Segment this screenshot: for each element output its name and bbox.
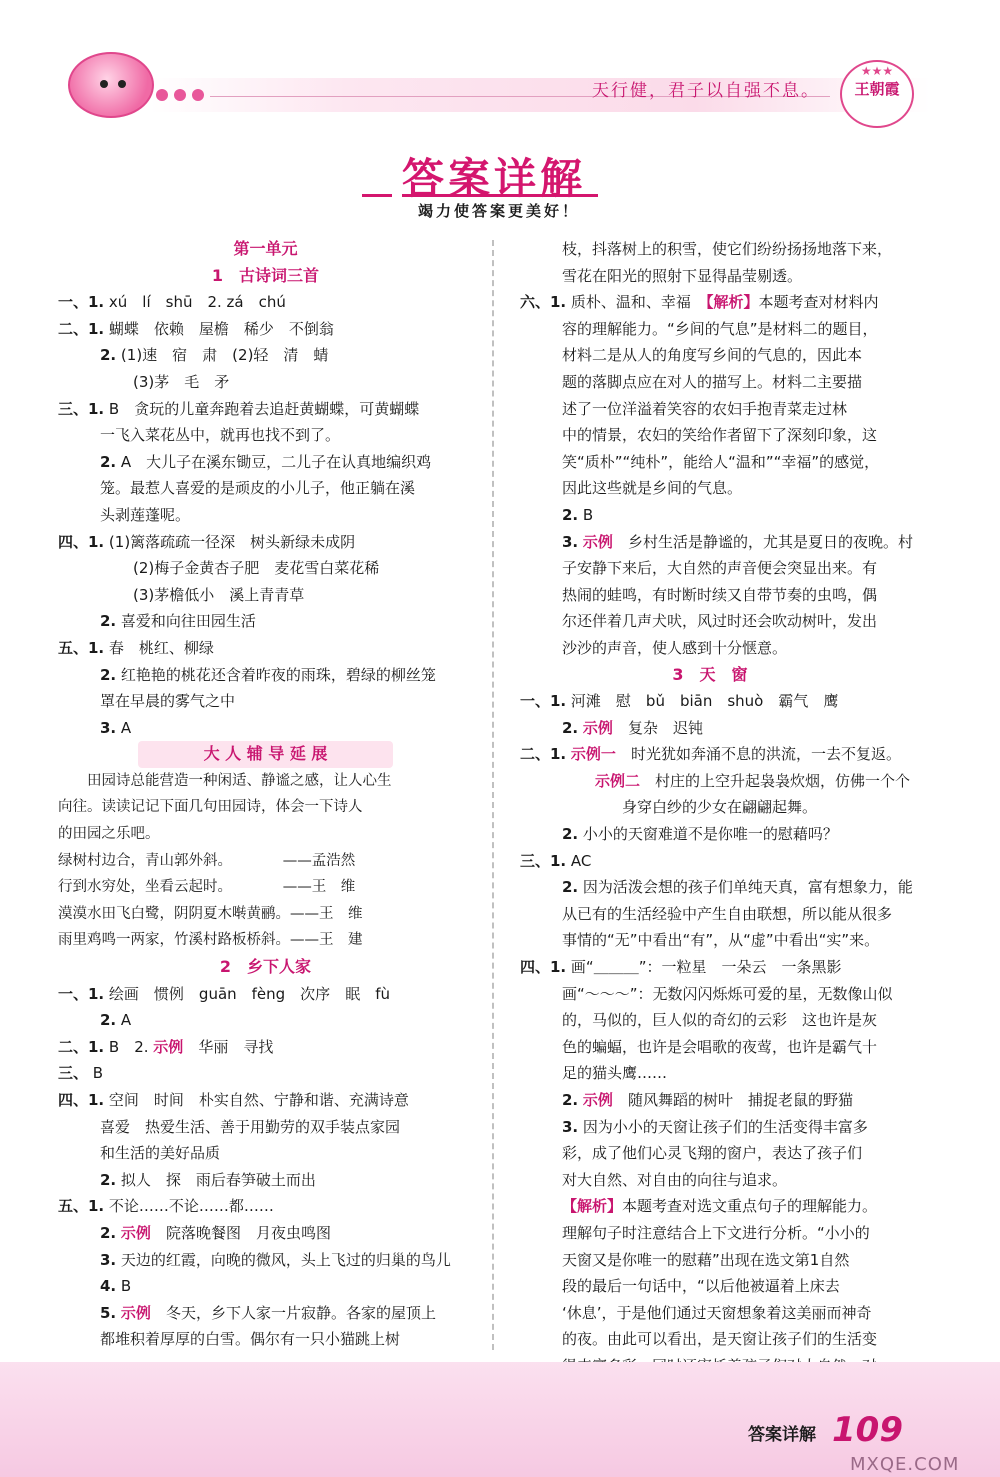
answer-line <box>520 688 900 715</box>
section-heading: 2 乡下人家 <box>219 957 312 977</box>
answer-text: 河滩 慰 bǔ biān shuò 霸气 鹰 <box>570 692 839 711</box>
answer-line <box>58 688 473 715</box>
extension-text: 绿树村边合，青山郭外斜。 ——孟浩然 <box>58 852 356 869</box>
answer-line <box>520 236 900 263</box>
answer-line <box>520 555 900 582</box>
answer-text: 都堆积着厚厚的白雪。偶尔有一只小猫跳上树 <box>100 1330 401 1349</box>
question-number: 五、1. <box>58 638 105 657</box>
right-column <box>520 236 913 1406</box>
answer-text: 子安静下来后，大自然的声音便会突显出来。有 <box>562 559 878 578</box>
answer-text: 质朴、温和、幸福 【解析】本题考查对材料内 <box>570 293 879 312</box>
question-number: 二、1. <box>58 1037 105 1056</box>
answer-text: 拟人 探 雨后春笋破土而出 <box>120 1170 316 1189</box>
title-underline-left <box>362 194 392 197</box>
answer-line <box>58 342 473 369</box>
answer-text: 中的情景，农妇的笑给作者留下了深刻印象，这 <box>562 426 878 445</box>
answer-text: 绘画 惯例 guān fèng 次序 眠 fù <box>108 984 390 1003</box>
answer-line <box>58 608 473 635</box>
answer-text: 述了一位洋溢着笑容的农妇手抱青菜走过林 <box>562 399 848 418</box>
answer-text: 段的最后一句话中，“以后他被逼着上床去 <box>562 1277 840 1296</box>
page-footer <box>0 1362 1000 1477</box>
answer-line <box>520 1034 900 1061</box>
answer-text: 示例 随风舞蹈的树叶 捕捉老鼠的野猫 <box>582 1091 853 1109</box>
question-number: 3. <box>100 1250 117 1269</box>
answer-line <box>58 1167 473 1194</box>
dots-decoration <box>156 86 210 105</box>
answer-line <box>520 608 900 635</box>
answer-text: 笑“质朴”“纯朴”，能给人“温和”“幸福”的感觉， <box>562 452 880 471</box>
answer-line <box>58 635 473 662</box>
answer-line <box>58 981 473 1008</box>
question-number: 五、1. <box>58 1197 105 1216</box>
answer-text: 容的理解能力。“乡间的气息”是材料二的题目， <box>562 319 878 338</box>
answer-text: 示例 复杂 迟钝 <box>582 718 703 737</box>
answer-line <box>520 449 900 476</box>
question-number: 六、1. <box>520 293 567 312</box>
answer-line <box>520 954 900 981</box>
answer-text: 对大自然、对自由的向往与追求。 <box>562 1170 788 1189</box>
answer-text: 空间 时间 朴实自然、宁静和谐、充满诗意 <box>108 1091 409 1109</box>
answer-line <box>520 1087 900 1114</box>
answer-text: 沙沙的声音，使人感到十分惬意。 <box>562 638 788 657</box>
answer-line <box>58 396 473 423</box>
answer-line <box>58 1300 473 1327</box>
answer-text: 示例一 时光犹如奔涌不息的洪流，一去不复返。 <box>570 745 901 764</box>
answer-text: 题的落脚点应在对人的描写上。材料二主要描 <box>562 372 863 391</box>
answer-line <box>58 1273 473 1300</box>
answer-line <box>520 369 900 396</box>
answer-text: 示例 冬天，乡下人家一片寂静。各家的屋顶上 <box>120 1303 436 1322</box>
question-number: 5. <box>100 1303 117 1322</box>
section-heading: 1 古诗词三首 <box>211 265 320 285</box>
answer-line <box>520 927 900 954</box>
question-number: 3. <box>100 718 117 737</box>
answer-text: (3)茅 毛 矛 <box>133 372 230 391</box>
answer-text: B <box>120 1277 132 1296</box>
question-number: 一、1. <box>58 293 105 312</box>
question-number: 一、1. <box>58 984 105 1003</box>
answer-text: B <box>582 505 594 524</box>
title-underline <box>402 194 598 197</box>
answer-line <box>520 1247 900 1274</box>
answer-text: 雪花在阳光的照射下显得晶莹剔透。 <box>562 266 803 285</box>
answer-line <box>520 848 900 875</box>
question-number: 四、1. <box>520 958 567 977</box>
question-number: 2. <box>100 1011 117 1030</box>
answer-line <box>520 1220 900 1247</box>
answer-text: (1)篱落疏疏一径深 树头新绿未成阴 <box>108 532 356 551</box>
answer-text: (2)梅子金黄杏子肥 麦花雪白菜花稀 <box>133 559 380 578</box>
answer-text: 小小的天窗难道不是你唯一的慰藉吗？ <box>582 825 838 844</box>
answer-text: 因为活泼会想的孩子们单纯天真，富有想象力，能 <box>582 878 913 897</box>
answer-line <box>520 289 900 316</box>
answer-line <box>520 901 900 928</box>
answer-text: 示例 乡村生活是静谧的，尤其是夏日的夜晚。村 <box>582 532 913 551</box>
question-number: 一、1. <box>520 692 567 711</box>
extension-text: 向往。读读记记下面几句田园诗，体会一下诗人 <box>58 799 363 816</box>
answer-text: 事情的“无”中看出“有”，从“虚”中看出“实”来。 <box>562 931 880 950</box>
answer-line <box>58 1193 473 1220</box>
footer-label: 答案详解 <box>748 1425 816 1445</box>
answer-line <box>58 529 473 556</box>
answer-text: ‘休息’，于是他们通过天窗想象着这美丽而神奇 <box>562 1303 872 1322</box>
answer-line <box>520 396 900 423</box>
answer-text: 蝴蝶 依赖 屋檐 稀少 不倒翁 <box>108 319 334 338</box>
answer-line <box>520 316 900 343</box>
answer-text: 罩在早晨的雾气之中 <box>100 692 236 711</box>
question-number: 2. <box>100 452 117 471</box>
answer-text: 因此这些就是乡间的气息。 <box>562 479 743 498</box>
answer-line <box>520 1300 900 1327</box>
answer-text: 笼。最惹人喜爱的是顽皮的小儿子，他正躺在溪 <box>100 479 416 498</box>
logo-text: 王朝霞 <box>854 80 900 98</box>
question-number: 四、1. <box>58 1091 105 1109</box>
answer-line <box>58 475 473 502</box>
answer-text: 热闹的蛙鸣，有时断时续又自带节奏的虫鸣，偶 <box>562 585 878 604</box>
answer-line <box>520 422 900 449</box>
answer-text: 画“～～～”：无数闪闪烁烁可爱的星，无数像山似 <box>562 984 893 1003</box>
answer-text: 天边的红霞，向晚的微风，头上飞过的归巢的鸟儿 <box>120 1250 451 1269</box>
question-number: 三、1. <box>520 851 567 870</box>
answer-text: B <box>92 1064 104 1083</box>
answer-line <box>58 1140 473 1167</box>
question-number: 2. <box>100 1170 117 1189</box>
question-number: 2. <box>562 718 579 737</box>
page-title: 答案详解 <box>402 154 587 203</box>
answer-line <box>520 475 900 502</box>
question-number: 2. <box>100 665 117 684</box>
brand-logo-icon <box>840 60 914 128</box>
answer-text: 枝，抖落树上的积雪，使它们纷纷扬扬地落下来， <box>562 240 893 258</box>
question-number: 2. <box>562 825 579 844</box>
answer-line <box>58 502 473 529</box>
answer-line <box>520 1114 900 1141</box>
answer-text: 示例 院落晚餐图 月夜虫鸣图 <box>120 1223 331 1242</box>
question-number: 2. <box>100 612 117 631</box>
column-divider <box>492 240 494 1350</box>
left-column <box>58 236 473 1353</box>
answer-text: 喜爱和向往田园生活 <box>120 612 256 631</box>
extension-text: 的田园之乐吧。 <box>58 826 160 843</box>
answer-line <box>58 449 473 476</box>
answer-text: 因为小小的天窗让孩子们的生活变得丰富多 <box>582 1117 868 1136</box>
answer-line <box>520 794 900 821</box>
answer-line <box>520 1007 900 1034</box>
answer-line <box>58 316 473 343</box>
answer-text: 色的蝙蝠，也许是会唱歌的夜莺，也许是霸气十 <box>562 1037 878 1056</box>
answer-line <box>520 1193 900 1220</box>
question-number: 2. <box>100 1223 117 1242</box>
answer-line <box>58 555 473 582</box>
header-motto: 天行健，君子以自强不息。 <box>592 81 820 101</box>
answer-line <box>520 342 900 369</box>
answer-text: 足的猫头鹰…… <box>562 1064 668 1083</box>
answer-line <box>520 1273 900 1300</box>
page-subtitle: 竭力使答案更美好！ <box>418 202 581 220</box>
answer-line <box>58 582 473 609</box>
answer-line <box>58 1114 473 1141</box>
answer-text: 红艳艳的桃花还含着昨夜的雨珠，碧绿的柳丝笼 <box>120 665 436 684</box>
answer-text: 不论……不论……都…… <box>108 1197 274 1216</box>
answer-text: AC <box>570 851 592 870</box>
question-number: 2. <box>562 1091 579 1109</box>
page-header <box>0 0 1000 135</box>
answer-line <box>58 1247 473 1274</box>
answer-text: 示例二 村庄的上空升起袅袅炊烟，仿佛一个个 <box>595 771 911 790</box>
answer-line <box>58 662 473 689</box>
answer-text: 彩，成了他们心灵飞翔的窗户，表达了孩子们 <box>562 1144 863 1163</box>
answer-line <box>520 821 900 848</box>
answer-line <box>520 529 913 556</box>
answer-text: 头剥莲蓬呢。 <box>100 505 191 524</box>
question-number: 2. <box>562 878 579 897</box>
answer-text: B 2. 示例 华丽 寻找 <box>108 1037 274 1056</box>
answer-text: 画“＿＿＿”：一粒星 一朵云 一条黑影 <box>570 958 842 977</box>
answer-text: 和生活的美好品质 <box>100 1144 221 1163</box>
extension-text: 雨里鸡鸣一两家，竹溪村路板桥斜。——王 建 <box>58 932 363 949</box>
answer-line <box>520 741 900 768</box>
answer-line <box>58 1220 473 1247</box>
question-number: 3. <box>562 532 579 551</box>
answer-text: 的，马似的，巨人似的奇幻的云彩 这也许是灰 <box>562 1011 878 1030</box>
answer-line <box>520 768 911 795</box>
answer-text: 一飞入菜花丛中，就再也找不到了。 <box>100 426 341 445</box>
answer-text: 天窗又是你唯一的慰藉”出现在选文第1自然 <box>562 1250 850 1269</box>
answer-text: (3)茅檐低小 溪上青青草 <box>133 585 305 604</box>
extension-heading: 大 人 辅 导 延 展 <box>138 741 393 768</box>
answer-text: 理解句子时注意结合上下文进行分析。“小小的 <box>562 1223 870 1242</box>
answer-line <box>58 1034 473 1061</box>
answer-text: 春 桃红、柳绿 <box>108 638 214 657</box>
answer-text: 材料二是从人的角度写乡间的气息的，因此本 <box>562 346 863 365</box>
answer-text: A <box>120 718 132 737</box>
answer-text: 的夜。由此可以看出，是天窗让孩子们的生活变 <box>562 1330 878 1349</box>
section-heading: 3 天 窗 <box>672 664 748 684</box>
answer-line <box>520 1326 900 1353</box>
answer-line <box>520 502 900 529</box>
extension-text: 田园诗总能营造一种闲适、静谧之感，让人心生 <box>58 772 392 789</box>
question-number: 二、1. <box>58 319 105 338</box>
logo-stars: ★★★ <box>860 64 894 78</box>
question-number: 三、 <box>58 1064 89 1083</box>
answer-line <box>58 1060 473 1087</box>
answer-text: A <box>120 1011 132 1030</box>
answer-line <box>520 263 900 290</box>
answer-line <box>520 715 900 742</box>
answer-text: 尔还伴着几声犬吠，风过时还会吹动树叶，发出 <box>562 612 878 631</box>
answer-text: 身穿白纱的少女在翩翩起舞。 <box>622 798 818 817</box>
answer-line <box>58 1087 473 1114</box>
answer-text: 【解析】本题考查对选文重点句子的理解能力。 <box>562 1197 878 1216</box>
answer-line <box>58 289 473 316</box>
answer-text: B 贪玩的儿童奔跑着去追赶黄蝴蝶，可黄蝴蝶 <box>108 399 420 418</box>
answer-line <box>520 582 900 609</box>
extension-text: 行到水穷处，坐看云起时。 ——王 维 <box>58 879 356 896</box>
answer-line <box>58 741 473 768</box>
page-number: 109 <box>832 1410 903 1450</box>
answer-line <box>520 981 900 1008</box>
answer-line <box>58 1007 473 1034</box>
answer-text: (1)速 宿 肃 (2)轻 清 蜻 <box>120 346 329 365</box>
answer-line <box>58 369 473 396</box>
watermark: MXQE.COM <box>850 1454 960 1475</box>
section-heading: 第一单元 <box>233 239 298 258</box>
answer-line <box>58 422 473 449</box>
answer-line <box>520 874 913 901</box>
answer-text: xú lí shū 2. zá chú <box>108 293 286 312</box>
answer-text: A 大儿子在溪东锄豆，二儿子在认真地编织鸡 <box>120 452 432 471</box>
question-number: 二、1. <box>520 745 567 764</box>
answer-line <box>520 1140 900 1167</box>
question-number: 4. <box>100 1277 117 1296</box>
answer-line <box>520 1167 900 1194</box>
question-number: 2. <box>562 505 579 524</box>
question-number: 四、1. <box>58 532 105 551</box>
answer-line <box>58 715 473 742</box>
extension-text: 漠漠水田飞白鹭，阴阴夏木啭黄鹂。——王 维 <box>58 905 363 922</box>
question-number: 3. <box>562 1117 579 1136</box>
answer-line <box>58 1326 473 1353</box>
question-number: 三、1. <box>58 399 105 418</box>
mascot-icon <box>68 52 154 118</box>
answer-line <box>520 635 900 662</box>
question-number: 2. <box>100 346 117 365</box>
answer-text: 从已有的生活经验中产生自由联想，所以能从很多 <box>562 904 893 923</box>
answer-line <box>520 1060 900 1087</box>
answer-text: 喜爱 热爱生活、善于用勤劳的双手装点家园 <box>100 1117 401 1136</box>
